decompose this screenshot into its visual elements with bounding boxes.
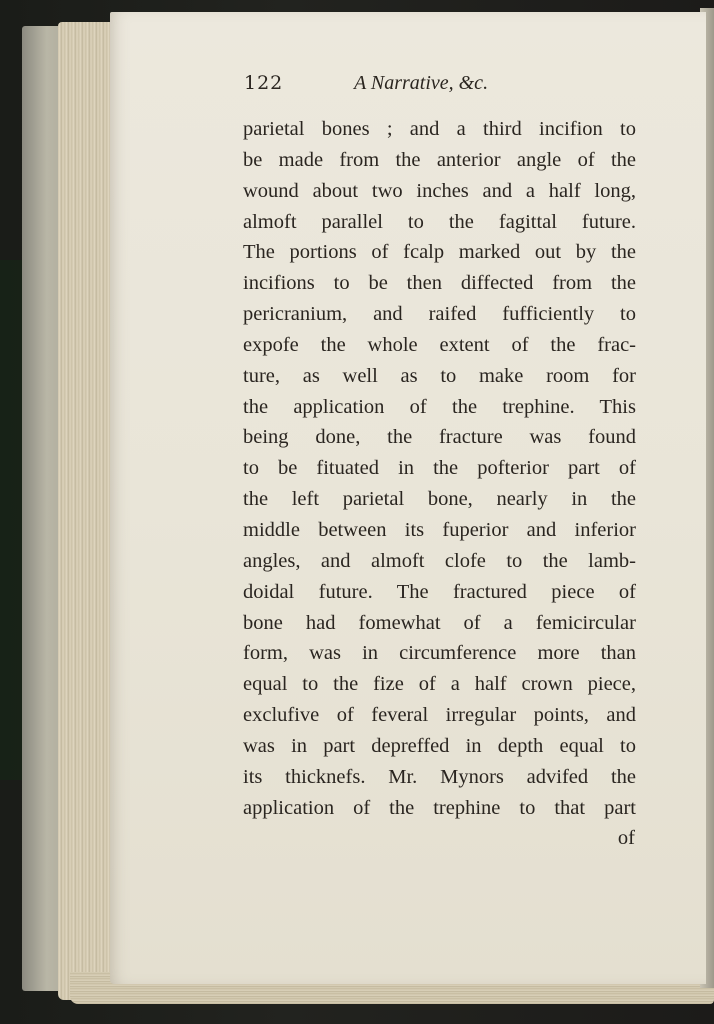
text-line: middle between its fuperior and inferior xyxy=(243,518,636,541)
text-line: The portions of fcalp marked out by the xyxy=(243,241,636,264)
text-line: expofe the whole extent of the frac- xyxy=(243,333,636,356)
text-line: bone had fomewhat of a femicircular xyxy=(243,611,636,634)
text-line: was in part depreffed in depth equal to xyxy=(243,734,636,757)
text-line: equal to the fize of a half crown piece, xyxy=(243,673,636,696)
running-head: A Narrative, &c. xyxy=(354,72,489,94)
text-line: being done, the fracture was found xyxy=(243,426,636,449)
text-line: parietal bones ; and a third incifion to xyxy=(243,118,636,140)
text-line: angles, and almoft clofe to the lamb- xyxy=(243,549,636,572)
page-header xyxy=(244,72,644,94)
text-line: exclufive of feveral irregular points, and xyxy=(243,704,636,727)
text-line: its thicknefs. Mr. Mynors advifed the xyxy=(243,765,636,788)
text-line: application of the trephine to that part xyxy=(243,796,636,819)
text-line: incifions to be then diffected from the xyxy=(243,272,636,295)
body-text xyxy=(243,114,636,854)
text-line: to be fituated in the pofterior part of xyxy=(243,457,636,480)
text-line: pericranium, and raifed fufficiently to xyxy=(243,303,636,326)
text-line: doidal future. The fractured piece of xyxy=(243,580,636,603)
catchword: of xyxy=(617,827,635,850)
page-number: 122 xyxy=(244,72,284,94)
text-line: be made from the anterior angle of the xyxy=(243,148,636,171)
text-line: almoft parallel to the fagittal future. xyxy=(243,210,636,233)
text-line: ture, as well as to make room for xyxy=(243,364,636,387)
text-line: the application of the trephine. This xyxy=(243,395,636,418)
text-line: the left parietal bone, nearly in the xyxy=(243,488,636,511)
text-line: form, was in circumference more than xyxy=(243,642,636,665)
text-line: wound about two inches and a half long, xyxy=(243,179,636,202)
